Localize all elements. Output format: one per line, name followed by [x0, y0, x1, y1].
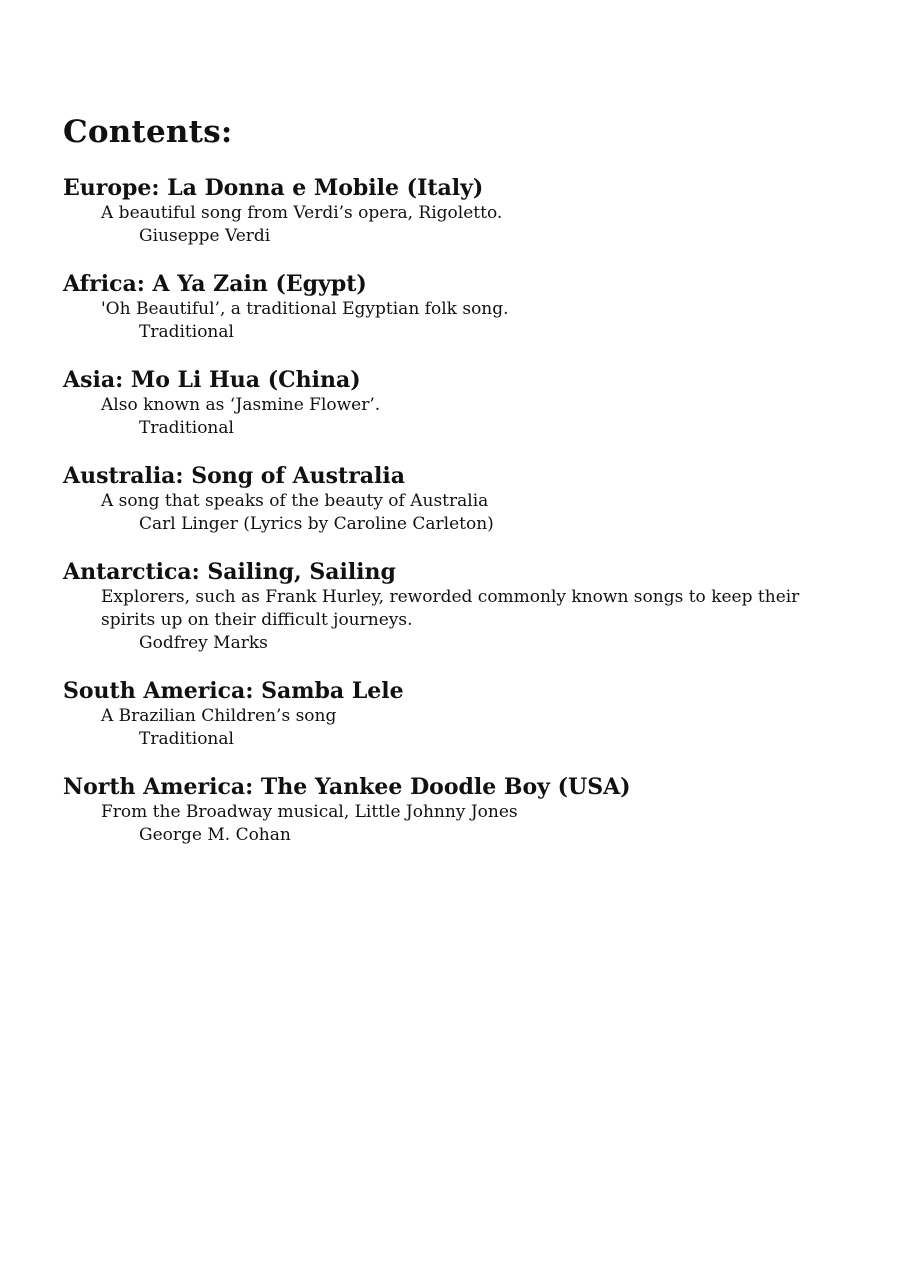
contents-entry-australia: [63, 462, 853, 536]
entry-heading: South America: Samba Lele: [63, 678, 404, 704]
contents-entry-north-america: [63, 773, 853, 847]
entry-description: From the Broadway musical, Little Johnny Jones: [101, 802, 518, 822]
contents-entry-africa: [63, 270, 853, 344]
entry-author: Traditional: [139, 418, 234, 438]
contents-entry-europe: [63, 174, 853, 248]
entry-description: A Brazilian Children’s song: [101, 706, 337, 726]
contents-entry-asia: [63, 366, 853, 440]
entry-description: Explorers, such as Frank Hurley, reworded commonly known songs to keep their spirits up on their difficult journeys.: [101, 587, 800, 630]
contents-entry-south-america: [63, 677, 853, 751]
contents-entry-antarctica: [63, 558, 853, 655]
entry-author: Traditional: [139, 729, 234, 749]
page-title: Contents:: [63, 114, 233, 150]
entry-author: Giuseppe Verdi: [139, 226, 271, 246]
entry-author: Traditional: [139, 322, 234, 342]
entry-heading: Asia: Mo Li Hua (China): [63, 367, 361, 393]
entry-description: Also known as ‘Jasmine Flower’.: [101, 395, 381, 415]
entry-author: Godfrey Marks: [139, 633, 268, 653]
entry-heading: Australia: Song of Australia: [63, 463, 406, 489]
entry-description: 'Oh Beautiful’, a traditional Egyptian folk song.: [101, 299, 509, 319]
contents-page: [63, 112, 853, 869]
entry-description: A song that speaks of the beauty of Australia: [101, 491, 489, 511]
entry-heading: Europe: La Donna e Mobile (Italy): [63, 175, 484, 201]
entry-author: George M. Cohan: [139, 825, 291, 845]
entry-heading: Africa: A Ya Zain (Egypt): [63, 271, 367, 297]
entry-author: Carl Linger (Lyrics by Caroline Carleton): [139, 514, 494, 534]
entry-description: A beautiful song from Verdi’s opera, Rigoletto.: [101, 203, 503, 223]
entry-heading: North America: The Yankee Doodle Boy (USA): [63, 774, 631, 800]
entry-heading: Antarctica: Sailing, Sailing: [63, 559, 396, 585]
